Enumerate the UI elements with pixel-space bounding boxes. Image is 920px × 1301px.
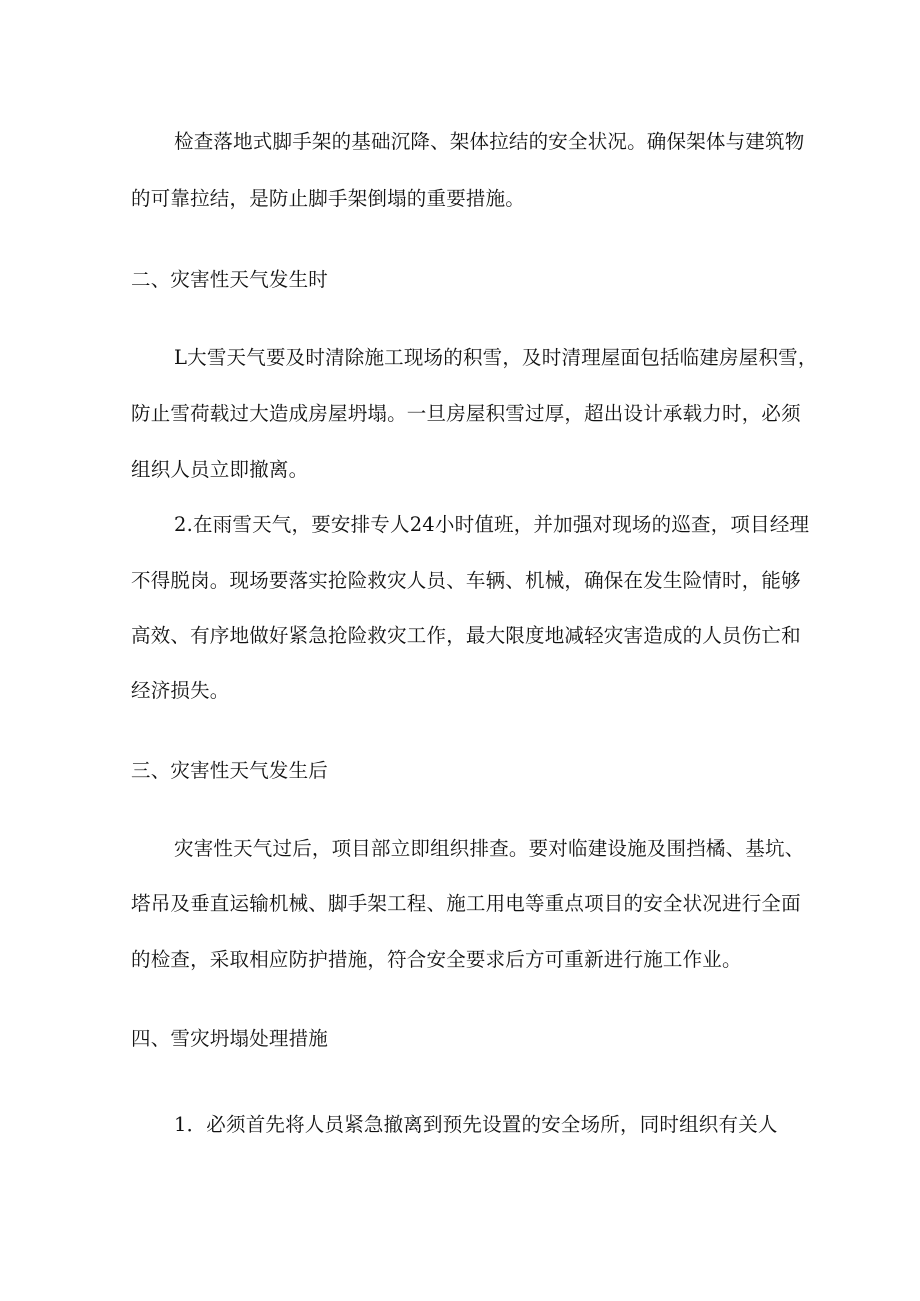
section-heading: 三、灾害性天气发生后: [131, 759, 329, 782]
paragraph-line: 组织人员立即撤离。: [131, 458, 309, 481]
paragraph-line: 不得脱岗。现场要落实抢险救灾人员、车辆、机械，确保在发生险情时，能够: [131, 569, 801, 592]
paragraph-line: 检查落地式脚手架的基础沉降、架体拉结的安全状况。确保架体与建筑物: [174, 130, 805, 153]
paragraph-line: 2.在雨雪天气，要安排专人24小时值班，并加强对现场的巡查，项目经理: [174, 513, 810, 536]
paragraph-line: 高效、有序地做好紧急抢险救灾工作，最大限度地减轻灾害造成的人员伤亡和: [131, 624, 801, 647]
section-heading: 二、灾害性天气发生时: [131, 268, 329, 291]
paragraph-line: 1．必须首先将人员紧急撤离到预先设置的安全场所，同时组织有关人: [174, 1113, 778, 1136]
paragraph-line: 经济损失。: [131, 679, 230, 702]
paragraph-line: 灾害性天气过后，项目部立即组织排查。要对临建设施及围挡橘、基坑、: [174, 837, 805, 860]
paragraph-line: 的可靠拉结，是防止脚手架倒塌的重要措施。: [131, 187, 526, 210]
paragraph-line: 的检查，采取相应防护措施，符合安全要求后方可重新进行施工作业。: [131, 948, 742, 971]
paragraph-line: 塔吊及垂直运输机械、脚手架工程、施工用电等重点项目的安全状况进行全面: [131, 892, 801, 915]
paragraph-line: L大雪天气要及时清除施工现场的积雪，及时清理屋面包括临建房屋积雪，: [174, 346, 818, 369]
section-heading: 四、雪灾坍塌处理措施: [131, 1027, 329, 1050]
paragraph-line: 防止雪荷载过大造成房屋坍塌。一旦房屋积雪过厚，超出设计承载力时，必须: [131, 402, 801, 425]
